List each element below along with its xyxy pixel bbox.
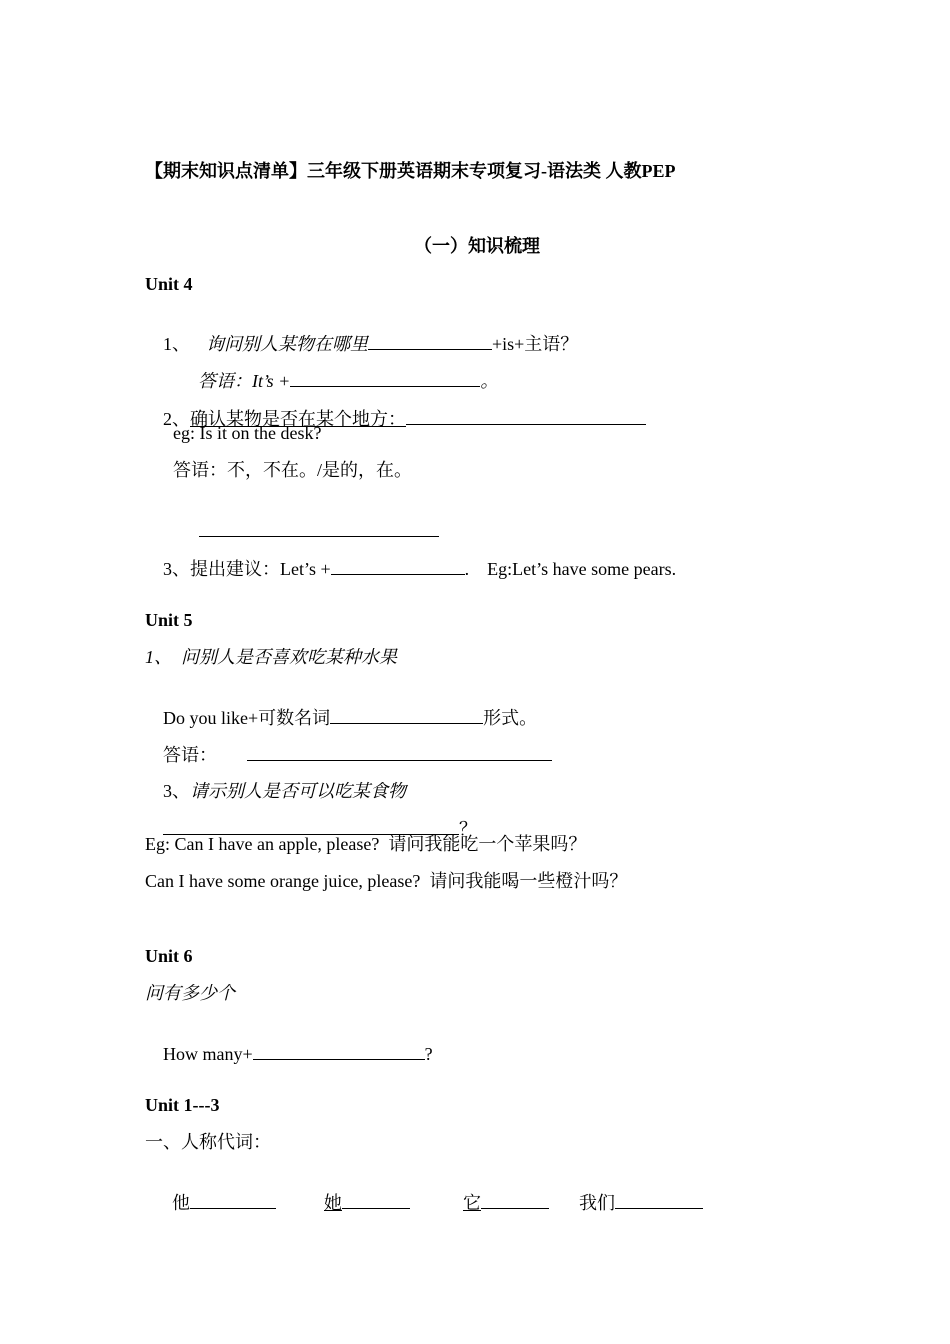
unit4-item2-text: 确认某物是否在某个地方： bbox=[190, 409, 406, 429]
unit4-item2-blank[interactable] bbox=[406, 407, 646, 425]
pronoun-he-blank[interactable] bbox=[190, 1191, 276, 1209]
unit5-pattern-prefix: Do you like+可数名词 bbox=[163, 708, 331, 728]
unit4-item3-prefix: 3、提出建议：Let’s + bbox=[163, 559, 331, 579]
pronoun-she-label: 她 bbox=[324, 1193, 342, 1213]
pronoun-we-blank[interactable] bbox=[615, 1191, 703, 1209]
unit4-item1-answer-label: 答语：It’s + bbox=[198, 371, 291, 391]
unit5-item3-number: 3、 bbox=[163, 781, 190, 801]
pronoun-it bbox=[445, 1169, 549, 1236]
unit5-question-mark: ？ bbox=[459, 819, 477, 839]
unit5-answer-label: 答语： bbox=[163, 745, 217, 765]
unit5-example-1: Eg: Can I have an apple, please? 请问我能吃一个苹果吗？ bbox=[145, 834, 587, 854]
unit5-pattern-suffix: 形式。 bbox=[483, 708, 538, 728]
unit4-item1-number: 1、 bbox=[163, 334, 190, 354]
unit6-pattern-suffix: ? bbox=[424, 1044, 433, 1064]
unit4-item2-number: 2、 bbox=[163, 409, 190, 429]
section-heading: （一）知识梳理 bbox=[414, 236, 540, 256]
unit4-item3-blank[interactable] bbox=[331, 557, 465, 575]
pronoun-we bbox=[561, 1169, 703, 1236]
unit4-item1-answer-end: 。 bbox=[480, 371, 499, 391]
unit4-item3-suffix: . Eg:Let’s have some pears. bbox=[464, 559, 677, 579]
unit5-heading: Unit 5 bbox=[145, 610, 193, 630]
unit4-item1-text: 询问别人某物在哪里 bbox=[206, 334, 368, 354]
pronoun-she-blank[interactable] bbox=[342, 1191, 410, 1209]
unit4-item2-example: eg: Is it on the desk? bbox=[173, 423, 322, 443]
pronoun-we-label: 我们 bbox=[579, 1193, 615, 1213]
unit5-item3-text: 请示别人是否可以吃某食物 bbox=[190, 781, 406, 801]
pronoun-it-label: 它 bbox=[463, 1193, 481, 1213]
unit6-pattern bbox=[145, 1020, 433, 1087]
document-title: 【期末知识点清单】三年级下册英语期末专项复习-语法类 人教PEP bbox=[145, 161, 676, 181]
unit6-subtitle: 问有多少个 bbox=[145, 983, 235, 1003]
pronoun-he bbox=[154, 1169, 276, 1236]
pronoun-it-blank[interactable] bbox=[481, 1191, 549, 1209]
unit1-3-heading: Unit 1---3 bbox=[145, 1095, 220, 1115]
unit5-example-2: Can I have some orange juice, please? 请问我能喝一些橙汁吗？ bbox=[145, 871, 628, 891]
unit6-pattern-blank[interactable] bbox=[253, 1042, 425, 1060]
unit6-heading: Unit 6 bbox=[145, 946, 193, 966]
unit4-item1-suffix: +is+主语？ bbox=[492, 334, 579, 354]
unit5-item1: 1、 问别人是否喜欢吃某种水果 bbox=[145, 647, 397, 667]
unit4-item3 bbox=[145, 535, 676, 602]
pronoun-he-label: 他 bbox=[172, 1193, 190, 1213]
unit6-pattern-prefix: How many+ bbox=[163, 1044, 253, 1064]
unit1-3-item1: 一、人称代词： bbox=[145, 1132, 271, 1152]
unit4-heading: Unit 4 bbox=[145, 274, 193, 294]
unit4-item2-answer: 答语：不，不在。/是的，在。 bbox=[173, 460, 412, 480]
pronoun-she bbox=[306, 1169, 410, 1236]
